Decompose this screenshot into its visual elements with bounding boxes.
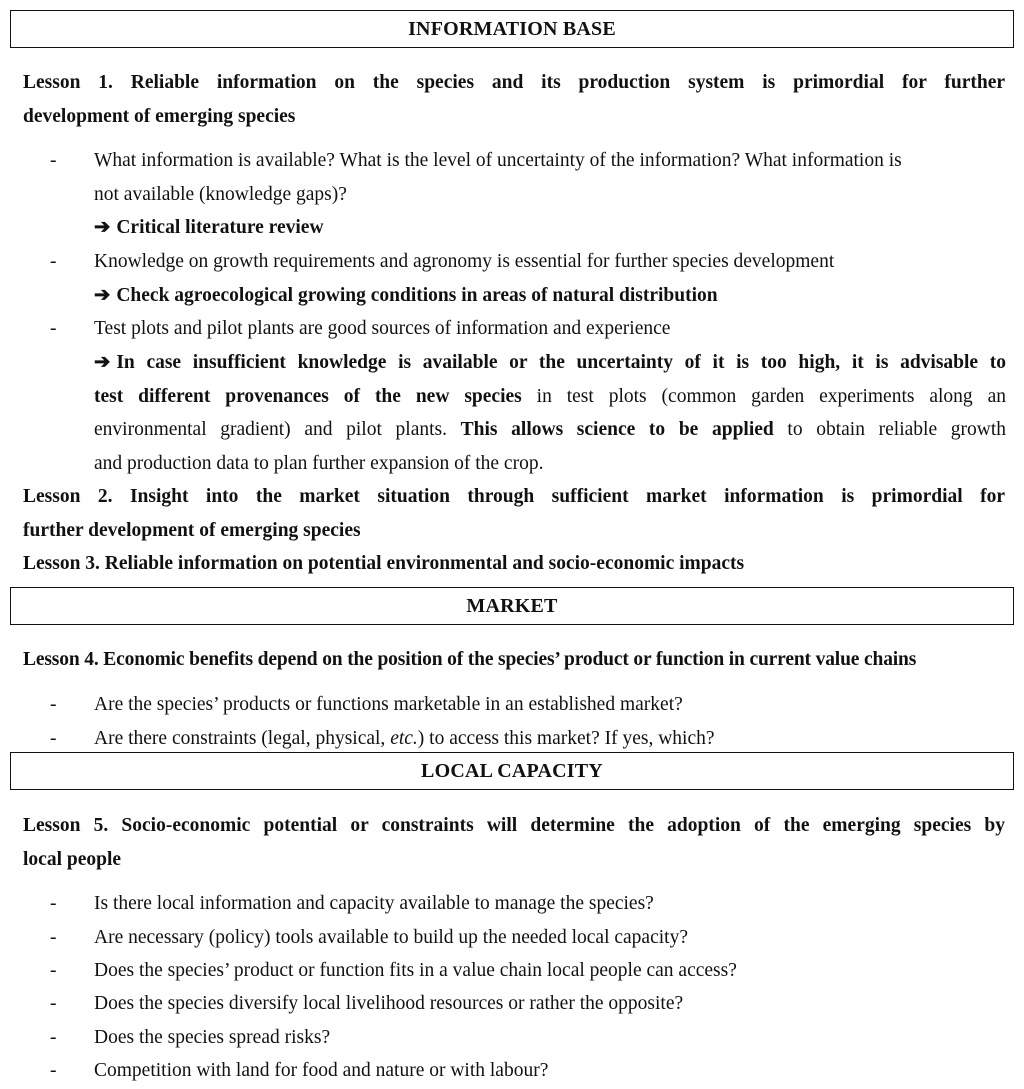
dash-bullet: - [50, 927, 57, 948]
lesson-4-heading [23, 643, 1013, 677]
dash-bullet: - [50, 694, 57, 715]
action-line-3 [94, 413, 1006, 447]
section-header-information-base [10, 10, 1014, 48]
lesson-5-heading [23, 809, 1005, 876]
list-item-text-part: ) to access this market? If yes, which? [417, 728, 715, 749]
dash-bullet: - [50, 318, 57, 339]
dash-bullet: - [50, 893, 57, 914]
action-line-4: and production data to plan further expansion of the crop. [94, 452, 544, 474]
action-text-bold: test different provenances of the new species [94, 385, 522, 407]
section-title: MARKET [466, 594, 558, 617]
list-item-text: Is there local information and capacity available to manage the species? [94, 893, 654, 914]
action-line-1 [94, 346, 1006, 380]
section-title: LOCAL CAPACITY [421, 759, 603, 782]
action-text: Critical literature review [116, 217, 324, 238]
section-header-market [10, 587, 1014, 625]
section-title: INFORMATION BASE [408, 17, 616, 40]
list-item-text: Does the species diversify local livelihood resources or rather the opposite? [94, 993, 684, 1014]
action-text-bold: This allows science to be applied [460, 419, 774, 440]
action-text: Check agroecological growing conditions in areas of natural distribution [116, 285, 718, 306]
list-item-text: Test plots and pilot plants are good sources of information and experience [94, 318, 671, 339]
list-item-text: Are the species’ products or functions marketable in an established market? [94, 694, 683, 715]
list-item-text-part: Are there constraints (legal, physical, [94, 728, 391, 749]
arrow-right-icon: ➔ [94, 217, 111, 238]
dash-bullet: - [50, 1027, 57, 1048]
list-item-text: Are necessary (policy) tools available to build up the needed local capacity? [94, 927, 688, 948]
lesson-4-text: Lesson 4. Economic benefits depend on the position of the species’ product or function in current value chains [23, 649, 917, 670]
lesson-5-line-1: Lesson 5. Socio-economic potential or constraints will determine the adoption of the emerging species by [23, 815, 1005, 836]
lesson-1-heading [23, 66, 1005, 133]
action-line [94, 279, 1006, 313]
lesson-1-line-1: Lesson 1. Reliable information on the species and its production system is primordial for further [23, 72, 1005, 93]
action-text: to obtain reliable growth [773, 419, 1006, 440]
lesson-2-line-1: Lesson 2. Insight into the market situation through sufficient market information is primordial for [23, 486, 1005, 507]
dash-bullet: - [50, 993, 57, 1014]
list-item-text: What information is available? What is the level of uncertainty of the information? What information is [94, 150, 902, 171]
list-item-text: Does the species’ product or function fits in a value chain local people can access? [94, 960, 737, 981]
lesson-2-line-2: further development of emerging species [23, 519, 361, 541]
arrow-right-icon: ➔ [94, 285, 111, 306]
list-item-text: Competition with land for food and nature or with labour? [94, 1060, 549, 1081]
section-header-local-capacity [10, 752, 1014, 790]
list-item-text-italic: etc. [390, 728, 418, 749]
list-item-text-continued: not available (knowledge gaps)? [94, 183, 347, 205]
list-item-text: Knowledge on growth requirements and agronomy is essential for further species development [94, 251, 835, 272]
lesson-3-heading [23, 547, 1005, 581]
lesson-1-line-2: development of emerging species [23, 105, 296, 127]
action-line-2 [94, 380, 1006, 414]
list-item-text [94, 722, 1004, 756]
lesson-3-text: Lesson 3. Reliable information on potential environmental and socio-economic impacts [23, 553, 745, 574]
action-text: in test plots (common garden experiments along an [521, 385, 1006, 407]
action-line [94, 211, 1006, 245]
action-text: environmental gradient) and pilot plants. [94, 419, 461, 440]
dash-bullet: - [50, 251, 57, 272]
lesson-2-heading [23, 480, 1005, 547]
action-paragraph [94, 346, 1006, 480]
dash-bullet: - [50, 1060, 57, 1081]
dash-bullet: - [50, 728, 57, 749]
action-text-bold: In case insufficient knowledge is available or the uncertainty of it is too high, it is advisable to [116, 352, 1006, 373]
dash-bullet: - [50, 150, 57, 171]
dash-bullet: - [50, 960, 57, 981]
lesson-5-line-2: local people [23, 848, 122, 870]
arrow-right-icon: ➔ [94, 352, 111, 373]
list-item-text: Does the species spread risks? [94, 1027, 331, 1048]
